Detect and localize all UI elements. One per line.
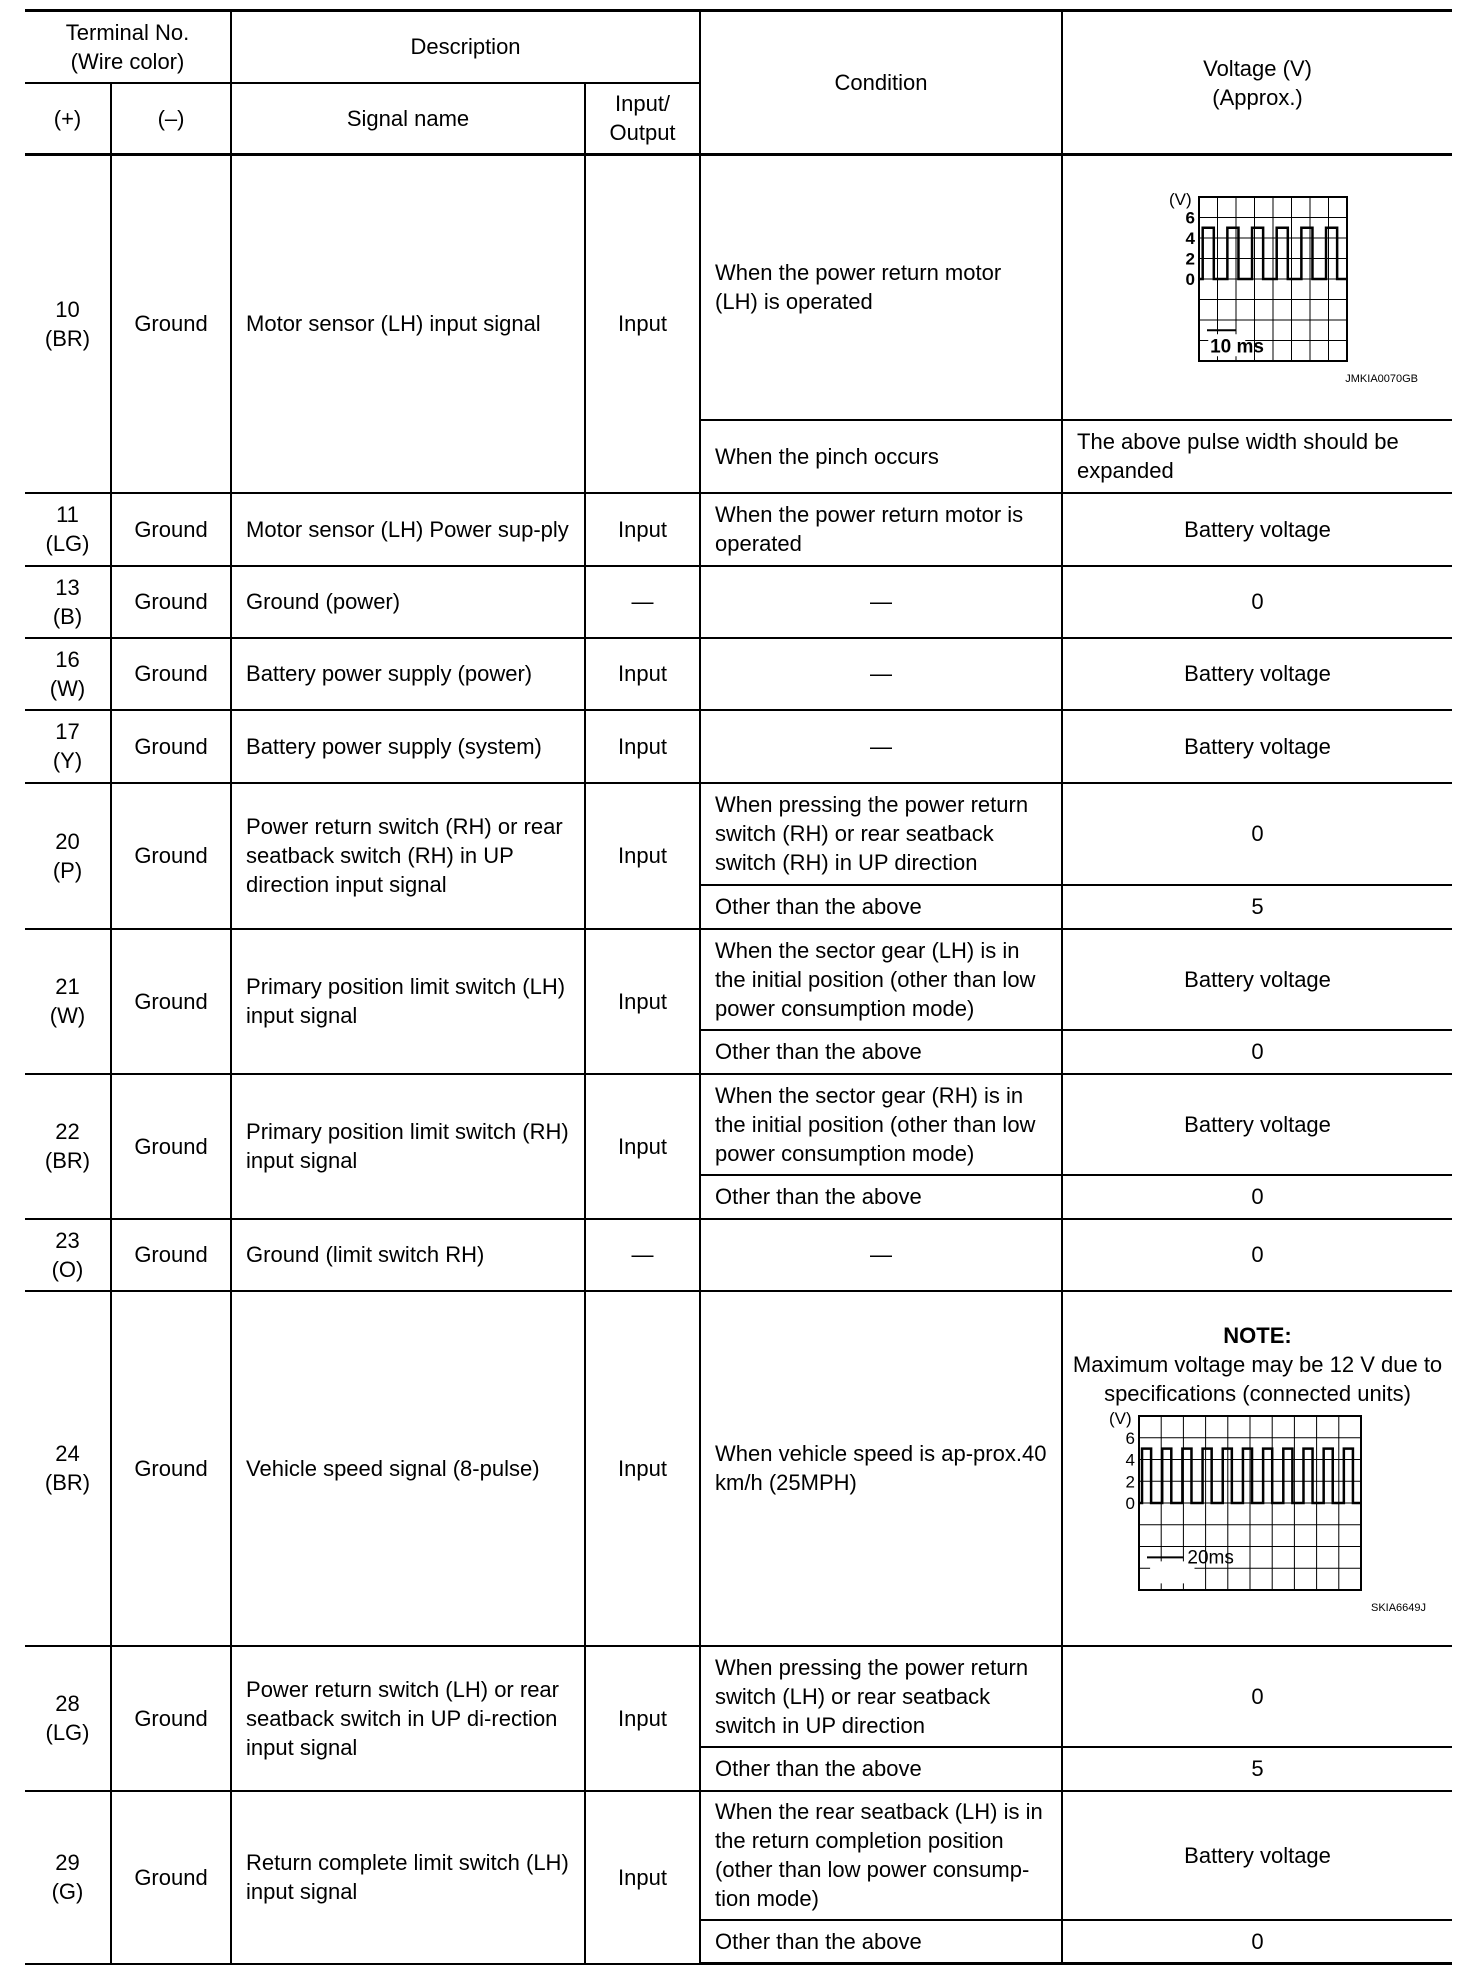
signal-name: Motor sensor (LH) input signal <box>231 155 585 493</box>
signal-name: Vehicle speed signal (8-pulse) <box>231 1291 585 1646</box>
wire-color: (G) <box>51 1879 84 1904</box>
signal-name: Motor sensor (LH) Power sup-ply <box>231 493 585 566</box>
header-signal-name: Signal name <box>231 83 585 155</box>
condition: When the pinch occurs <box>700 420 1062 493</box>
y-tick-label: 4 <box>1125 1450 1136 1470</box>
condition: — <box>700 566 1062 638</box>
minus-terminal: Ground <box>111 1291 231 1646</box>
input-output: Input <box>585 1646 700 1791</box>
terminal-number <box>25 566 111 638</box>
y-tick-label: 2 <box>1125 1472 1136 1492</box>
y-tick-label: 6 <box>1125 1428 1136 1448</box>
table-row <box>25 155 1452 420</box>
table-row <box>25 493 1452 566</box>
header-plus: (+) <box>25 83 111 155</box>
minus-terminal: Ground <box>111 1791 231 1964</box>
time-scale-label: 20ms <box>1187 1547 1234 1569</box>
voltage: Battery voltage <box>1062 493 1452 566</box>
waveform-chart <box>1099 1408 1371 1594</box>
terminal-number <box>25 1291 111 1646</box>
terminal-number <box>25 1791 111 1964</box>
voltage: 0 <box>1062 1030 1452 1074</box>
header-voltage: Voltage (V) (Approx.) <box>1062 11 1452 155</box>
minus-terminal: Ground <box>111 155 231 493</box>
table-row <box>25 638 1452 710</box>
signal-name: Ground (power) <box>231 566 585 638</box>
input-output: — <box>585 1219 700 1291</box>
terminal-number <box>25 493 111 566</box>
voltage: 5 <box>1062 1747 1452 1791</box>
terminal-no: 22 <box>55 1119 80 1144</box>
terminal-no: 17 <box>55 719 80 744</box>
voltage: Battery voltage <box>1062 710 1452 783</box>
waveform-chart <box>1159 189 1357 365</box>
minus-terminal: Ground <box>111 1219 231 1291</box>
header-description: Description <box>231 11 700 83</box>
input-output: Input <box>585 710 700 783</box>
y-tick-label: 2 <box>1185 249 1195 269</box>
signal-name: Ground (limit switch RH) <box>231 1219 585 1291</box>
condition: When pressing the power return switch (LH) or rear seatback switch in UP direction <box>700 1646 1062 1747</box>
table-row <box>25 783 1452 885</box>
voltage: 0 <box>1062 566 1452 638</box>
wire-color: (LG) <box>45 1720 90 1745</box>
voltage: Battery voltage <box>1062 929 1452 1030</box>
figure-code: JMKIA0070GB <box>1345 372 1419 385</box>
table-row <box>25 566 1452 638</box>
header-minus: (–) <box>111 83 231 155</box>
time-scale-label: 10 ms <box>1209 336 1264 357</box>
terminal-number <box>25 1646 111 1791</box>
signal-name: Power return switch (RH) or rear seatback switch (RH) in UP direction input signal <box>231 783 585 929</box>
minus-terminal: Ground <box>111 1646 231 1791</box>
minus-terminal: Ground <box>111 638 231 710</box>
condition: — <box>700 638 1062 710</box>
y-tick-label: 0 <box>1185 269 1195 289</box>
minus-terminal: Ground <box>111 710 231 783</box>
wire-color: (W) <box>49 675 86 701</box>
terminal-no: 23 <box>55 1227 80 1253</box>
wire-color: (BR) <box>44 1470 91 1495</box>
table-row <box>25 1219 1452 1291</box>
wire-color: (O) <box>51 1256 84 1282</box>
terminal-no: 11 <box>56 502 79 527</box>
terminal-number <box>25 929 111 1074</box>
unit-label: (V) <box>1109 1409 1132 1428</box>
minus-terminal: Ground <box>111 566 231 638</box>
minus-terminal: Ground <box>111 493 231 566</box>
note-text: Maximum voltage may be 12 V due to specifications (connected units) <box>1072 1352 1443 1406</box>
terminal-number <box>25 638 111 710</box>
terminal-number <box>25 1074 111 1219</box>
condition: Other than the above <box>700 885 1062 929</box>
wire-color: (BR) <box>44 1148 91 1173</box>
wire-color: (LG) <box>45 531 90 556</box>
condition: When the power return motor is operated <box>700 493 1062 566</box>
table-row <box>25 1646 1452 1747</box>
figure-code: SKIA6649J <box>1370 1602 1427 1614</box>
table-row <box>25 929 1452 1030</box>
condition: Other than the above <box>700 1747 1062 1791</box>
y-tick-label: 0 <box>1125 1494 1136 1513</box>
header-terminal: Terminal No. (Wire color) <box>25 11 231 83</box>
terminal-table <box>25 9 1452 1965</box>
condition: Other than the above <box>700 1920 1062 1964</box>
condition: Other than the above <box>700 1030 1062 1074</box>
signal-name: Return complete limit switch (LH) input signal <box>231 1791 585 1964</box>
voltage: Battery voltage <box>1062 1791 1452 1920</box>
input-output: — <box>585 566 700 638</box>
wire-color: (Y) <box>52 748 83 773</box>
minus-terminal: Ground <box>111 783 231 929</box>
condition: When the sector gear (LH) is in the initial position (other than low power consumption mode) <box>700 929 1062 1030</box>
terminal-number <box>25 783 111 929</box>
terminal-number <box>25 155 111 493</box>
condition: When the rear seatback (LH) is in the return completion position (other than low power consump-tion mode) <box>700 1791 1062 1920</box>
condition: When the sector gear (RH) is in the initial position (other than low power consumption mode) <box>700 1074 1062 1175</box>
y-tick-label: 6 <box>1185 208 1195 228</box>
minus-terminal: Ground <box>111 929 231 1074</box>
voltage: 5 <box>1062 885 1452 929</box>
voltage: The above pulse width should be expanded <box>1062 420 1452 493</box>
voltage: 0 <box>1062 1219 1452 1291</box>
wire-color: (P) <box>52 857 83 883</box>
terminal-no: 16 <box>55 646 80 672</box>
input-output: Input <box>585 1074 700 1219</box>
table-row <box>25 1074 1452 1175</box>
voltage: 0 <box>1062 1175 1452 1219</box>
wire-color: (BR) <box>44 325 91 351</box>
terminal-no: 29 <box>55 1850 80 1875</box>
terminal-no: 28 <box>55 1691 80 1716</box>
voltage-waveform <box>1062 155 1452 420</box>
input-output: Input <box>585 929 700 1074</box>
signal-name: Battery power supply (system) <box>231 710 585 783</box>
input-output: Input <box>585 638 700 710</box>
wire-color: (B) <box>52 603 83 629</box>
condition: — <box>700 1219 1062 1291</box>
condition: Other than the above <box>700 1175 1062 1219</box>
voltage-waveform <box>1062 1291 1452 1646</box>
table-row <box>25 1791 1452 1920</box>
terminal-no: 10 <box>55 296 80 322</box>
input-output: Input <box>585 1791 700 1964</box>
note-title: NOTE: <box>1223 1323 1292 1348</box>
signal-name: Primary position limit switch (RH) input signal <box>231 1074 585 1219</box>
voltage: 0 <box>1062 1646 1452 1747</box>
condition: When vehicle speed is ap-prox.40 km/h (25MPH) <box>700 1291 1062 1646</box>
terminal-number <box>25 1219 111 1291</box>
terminal-no: 24 <box>55 1441 80 1466</box>
header-condition: Condition <box>700 11 1062 155</box>
input-output: Input <box>585 155 700 493</box>
input-output: Input <box>585 783 700 929</box>
signal-name: Primary position limit switch (LH) input signal <box>231 929 585 1074</box>
voltage: 0 <box>1062 783 1452 885</box>
wire-color: (W) <box>49 1003 86 1028</box>
terminal-no: 13 <box>55 574 80 600</box>
voltage: 0 <box>1062 1920 1452 1964</box>
table-row <box>25 710 1452 783</box>
y-tick-label: 4 <box>1185 228 1195 248</box>
table-row <box>25 1291 1452 1646</box>
condition: When the power return motor (LH) is operated <box>700 155 1062 420</box>
terminal-number <box>25 710 111 783</box>
condition: When pressing the power return switch (RH) or rear seatback switch (RH) in UP direction <box>700 783 1062 885</box>
minus-terminal: Ground <box>111 1074 231 1219</box>
terminal-no: 20 <box>55 828 80 854</box>
condition: — <box>700 710 1062 783</box>
signal-name: Power return switch (LH) or rear seatback switch in UP di-rection input signal <box>231 1646 585 1791</box>
voltage: Battery voltage <box>1062 1074 1452 1175</box>
input-output: Input <box>585 1291 700 1646</box>
unit-label: (V) <box>1168 189 1192 209</box>
input-output: Input <box>585 493 700 566</box>
signal-name: Battery power supply (power) <box>231 638 585 710</box>
voltage: Battery voltage <box>1062 638 1452 710</box>
header-io: Input/ Output <box>585 83 700 155</box>
terminal-no: 21 <box>55 974 80 999</box>
